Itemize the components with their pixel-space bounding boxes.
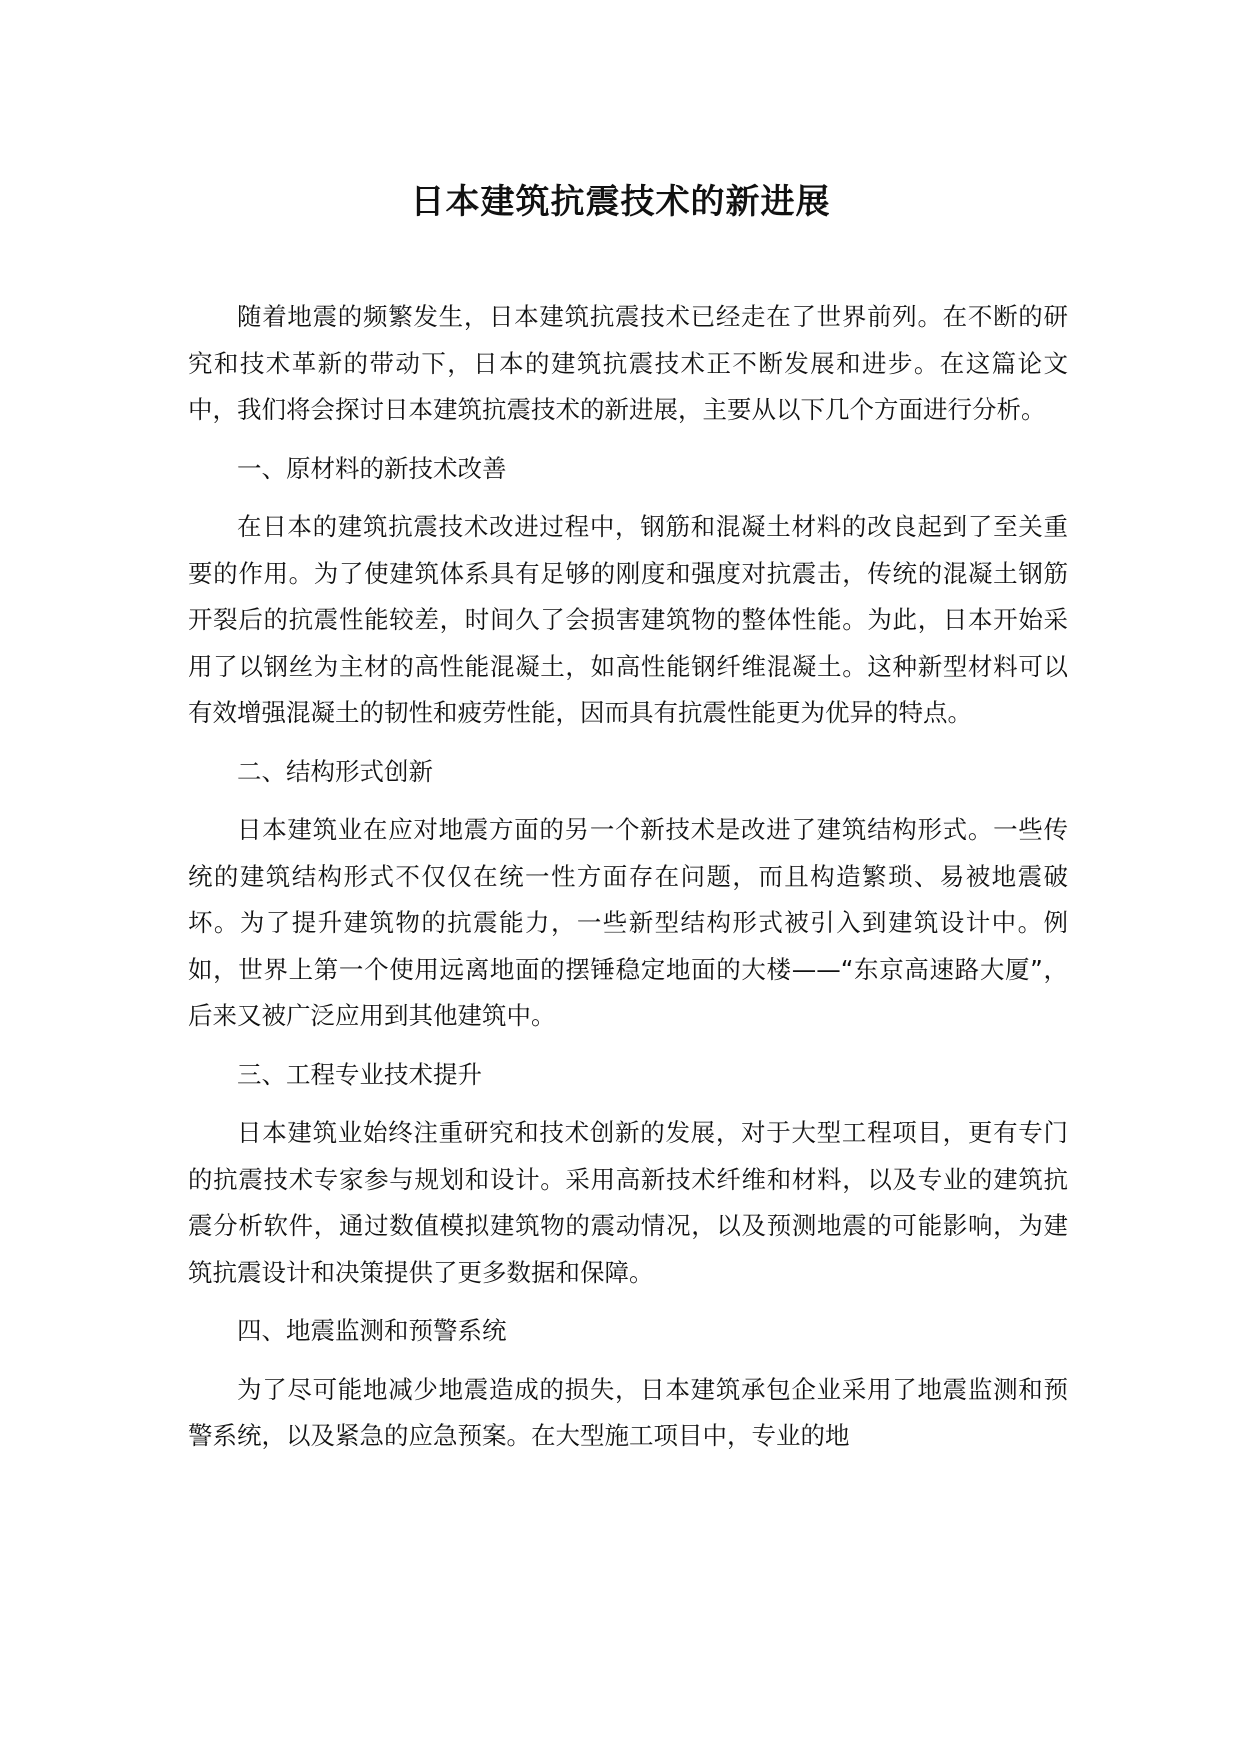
- section-heading-monitoring: 四、地震监测和预警系统: [237, 1316, 507, 1345]
- document-title: 日本建筑抗震技术的新进展: [410, 182, 831, 222]
- structure-paragraph: 日本建筑业在应对地震方面的另一个新技术是改进了建筑结构形式。一些传统的建筑结构形式不仅仅在统一性方面存在问题，而且构造繁琐、易被地震破坏。为了提升建筑物的抗震能力，一些新型结构形式被引入到建筑设计中。例如，世界上第一个使用远离地面的摆锤稳定地面的大楼——“东京高速路大厦”，后来又被广泛应用到其他建筑中。: [188, 815, 1068, 1030]
- intro-paragraph: 随着地震的频繁发生，日本建筑抗震技术已经走在了世界前列。在不断的研究和技术革新的带动下，日本的建筑抗震技术正不断发展和进步。在这篇论文中，我们将会探讨日本建筑抗震技术的新进展，主要从以下几个方面进行分析。: [188, 302, 1068, 424]
- section-heading-structure: 二、结构形式创新: [237, 756, 433, 786]
- materials-paragraph: 在日本的建筑抗震技术改进过程中，钢筋和混凝土材料的改良起到了至关重要的作用。为了使建筑体系具有足够的刚度和强度对抗震击，传统的混凝土钢筋开裂后的抗震性能较差，时间久了会损害建筑物的整体性能。为此，日本开始采用了以钢丝为主材的高性能混凝土，如高性能钢纤维混凝土。这种新型材料可以有效增强混凝土的韧性和疲劳性能，因而具有抗震性能更为优异的特点。: [188, 512, 1068, 727]
- section-heading-engineering: 三、工程专业技术提升: [237, 1059, 482, 1089]
- section-heading-materials: 一、原材料的新技术改善: [237, 453, 507, 483]
- engineering-paragraph: 日本建筑业始终注重研究和技术创新的发展，对于大型工程项目，更有专门的抗震技术专家参与规划和设计。采用高新技术纤维和材料，以及专业的建筑抗震分析软件，通过数值模拟建筑物的震动情况，以及预测地震的可能影响，为建筑抗震设计和决策提供了更多数据和保障。: [188, 1118, 1068, 1287]
- monitoring-paragraph: 为了尽可能地减少地震造成的损失，日本建筑承包企业采用了地震监测和预警系统，以及紧急的应急预案。在大型施工项目中，专业的地: [188, 1374, 1068, 1450]
- document-body: [188, 294, 1068, 1472]
